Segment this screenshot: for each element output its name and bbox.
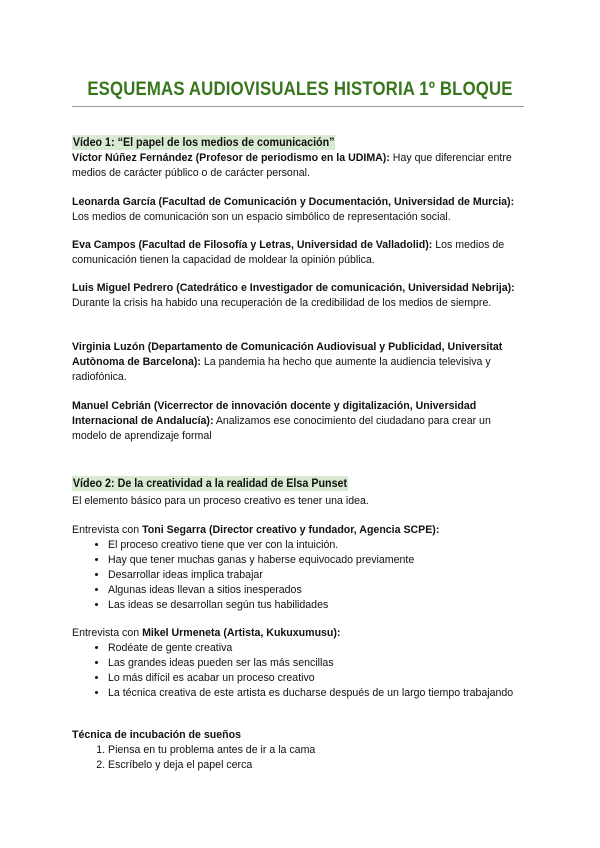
entry-name: Virginia Luzón (Departamento de Comunicación Audiovisual y Publicidad, Universitat Autònoma de Barcelona): bbox=[72, 341, 503, 368]
video1-heading: Vídeo 1: “El papel de los medios de comunicación” bbox=[72, 135, 335, 149]
title-divider bbox=[72, 106, 524, 107]
list-item: • Las grandes ideas pueden ser las más sencillas bbox=[108, 656, 528, 671]
entry-name: Leonarda García (Facultad de Comunicación y Documentación, Universidad de Murcia): bbox=[72, 196, 515, 208]
urmeneta-list bbox=[72, 641, 528, 701]
list-item: • Lo más difícil es acabar un proceso creativo bbox=[108, 671, 528, 686]
entry-luzon bbox=[72, 340, 528, 385]
video2-heading: Vídeo 2: De la creatividad a la realidad de Elsa Punset bbox=[72, 476, 348, 490]
technique-heading: Técnica de incubación de sueños bbox=[72, 729, 241, 741]
entry-text: Durante la crisis ha habido una recuperación de la credibilidad de los medios de siempre. bbox=[72, 297, 492, 309]
entry-nunez bbox=[72, 151, 528, 181]
list-item: 2. Escríbelo y deja el papel cerca bbox=[108, 758, 528, 773]
list-item: • Rodéate de gente creativa bbox=[108, 641, 528, 656]
list-item: • Desarrollar ideas implica trabajar bbox=[108, 568, 528, 583]
entry-name: Luis Miguel Pedrero (Catedrático e Investigador de comunicación, Universidad Nebrija): bbox=[72, 282, 515, 294]
interview-prefix: Entrevista con bbox=[72, 627, 143, 639]
video1-section bbox=[72, 135, 528, 151]
video2-intro bbox=[72, 494, 528, 509]
list-item: • El proceso creativo tiene que ver con la intuición. bbox=[108, 538, 528, 553]
entry-cebrian bbox=[72, 399, 528, 444]
technique-steps bbox=[72, 743, 528, 773]
list-item: • La técnica creativa de este artista es ducharse después de un largo tiempo trabajando bbox=[108, 686, 528, 701]
list-item: • Hay que tener muchas ganas y haberse equivocado previamente bbox=[108, 553, 528, 568]
interview-segarra bbox=[72, 523, 528, 613]
interviewee-name: Toni Segarra (Director creativo y fundador, Agencia SCPE): bbox=[142, 524, 440, 536]
entry-text: Los medios de comunicación son un espacio simbólico de representación social. bbox=[72, 211, 451, 223]
list-item: 1. Piensa en tu problema antes de ir a la cama bbox=[108, 743, 528, 758]
entry-text: Hay que diferenciar entre medios de carácter público o de carácter personal. bbox=[72, 152, 512, 179]
entry-text: Analizamos ese conocimiento del ciudadano para crear un modelo de aprendizaje formal bbox=[72, 415, 491, 442]
document-title: ESQUEMAS AUDIOVISUALES HISTORIA 1º BLOQUE bbox=[87, 78, 513, 100]
entry-text: La pandemia ha hecho que aumente la audiencia televisiva y radiofónica. bbox=[72, 356, 491, 383]
entry-pedrero bbox=[72, 281, 528, 311]
entry-name: Eva Campos (Facultad de Filosofía y Letras, Universidad de Valladolid): bbox=[72, 239, 433, 251]
interviewee-name: Mikel Urmeneta (Artista, Kukuxumusu): bbox=[142, 627, 341, 639]
list-item: • Las ideas se desarrollan según tus habilidades bbox=[108, 598, 528, 613]
video2-section bbox=[72, 476, 528, 492]
entry-campos bbox=[72, 238, 528, 268]
entry-name: Manuel Cebrián (Vicerrector de innovación docente y digitalización, Universidad Internacional de Andalucía): bbox=[72, 400, 477, 427]
intro-text: El elemento básico para un proceso creativo es tener una idea. bbox=[72, 495, 369, 507]
entry-garcia bbox=[72, 195, 528, 225]
entry-name: Víctor Núñez Fernández (Profesor de periodismo en la UDIMA): bbox=[72, 152, 390, 164]
entry-text: Los medios de comunicación tienen la capacidad de moldear la opinión pública. bbox=[72, 239, 505, 266]
technique-section bbox=[72, 728, 528, 773]
list-item: • Algunas ideas llevan a sitios inesperados bbox=[108, 583, 528, 598]
interview-urmeneta bbox=[72, 626, 528, 701]
interview-prefix: Entrevista con bbox=[72, 524, 143, 536]
segarra-list bbox=[72, 538, 528, 613]
